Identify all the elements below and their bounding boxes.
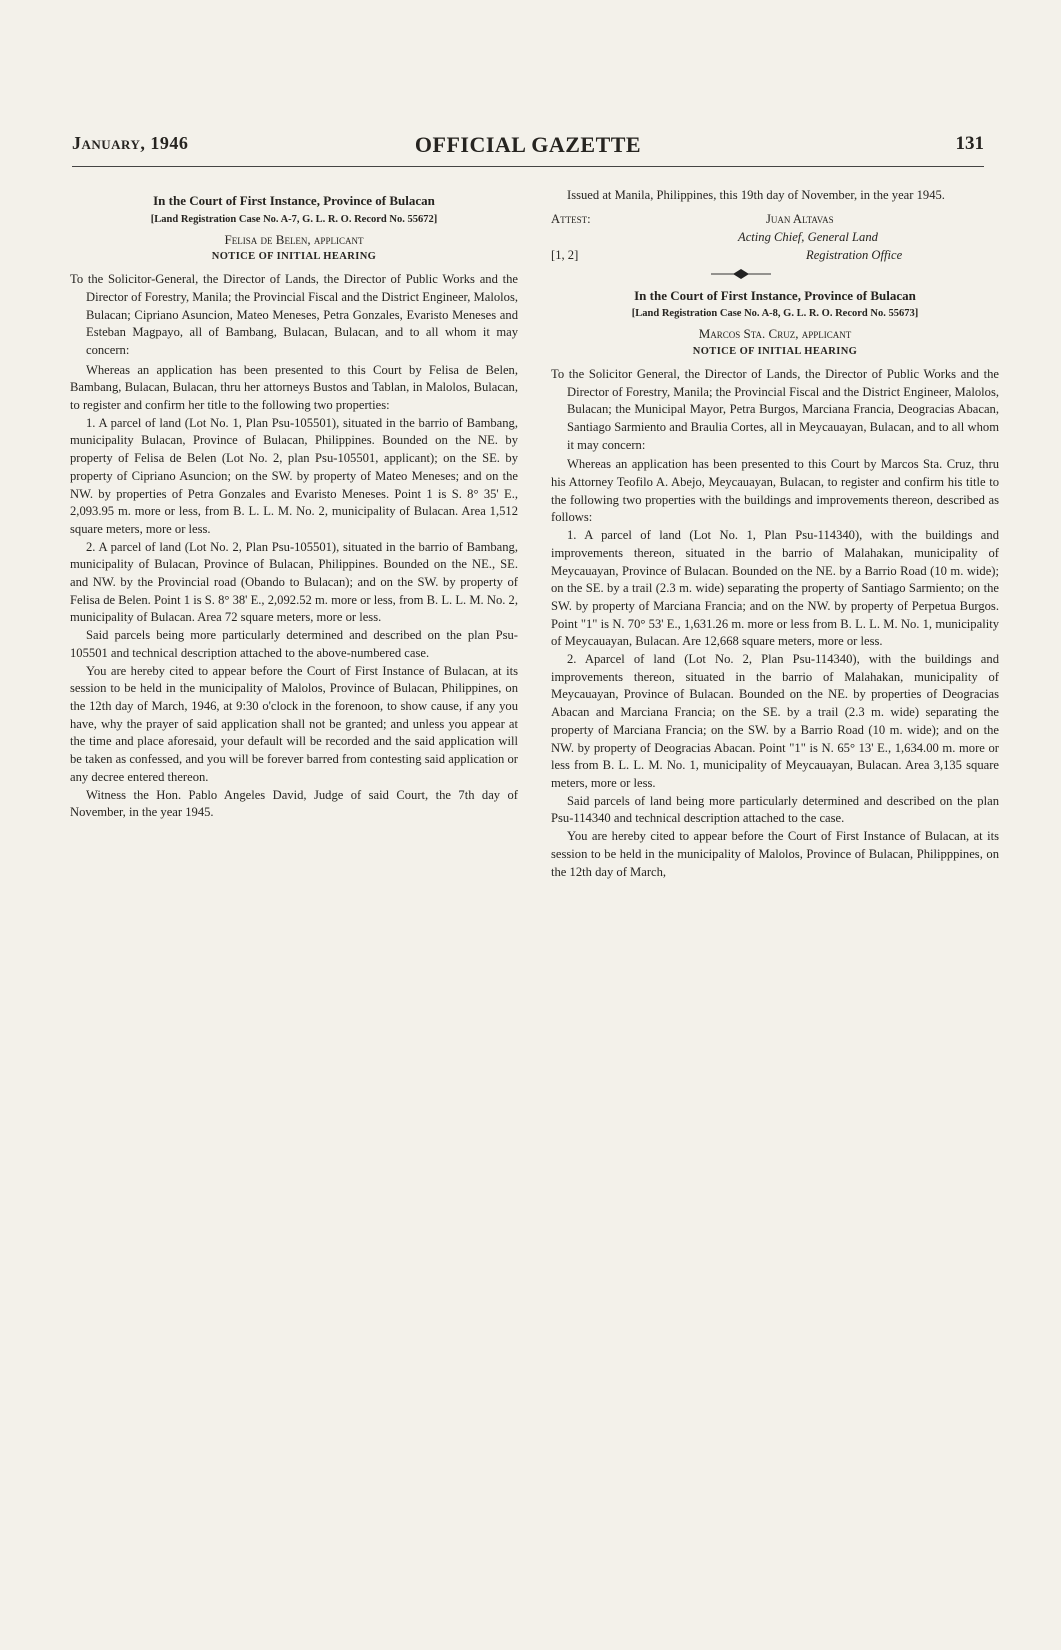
applicant-line: Felisa de Belen, applicant: [224, 231, 364, 247]
section-divider: [551, 263, 999, 287]
divider-ornament-icon: [711, 267, 771, 281]
notice-title-2: NOTICE OF INITIAL HEARING: [692, 346, 858, 358]
citation-paragraph-2: You are hereby cited to appear before the Court of First Instance of Bulacan, at its session to be held in the municipality of Malolos, Province of Bulacan, Philipppines, on the 12th day of March,: [551, 829, 999, 879]
page-header: [72, 133, 984, 161]
left-column: [70, 192, 518, 822]
parcel-2-description-2: 2. Aparcel of land (Lot No. 2, Plan Psu-114340), with the buildings and improvements thereon, situated in the barrio of Malahakan, municipality of Meycauayan, Province of Bulacan. Bounded on the NE. by properties of Deogracias Abacan and Marciana Francia; on the SE. by a trail (2.3 m. wide) separating the property of Marciana Francia; on the SW. by a Barrio Road (10 m. wide); and on the NW. by property of Deogracias Abacan. Point "1" is N. 65° 13' E., 1,634.00 m. more or less from B. L. L. M. No. 1, municipality of Meycauayan, Bulacan. Area 3,135 square meters, more or less.: [551, 652, 999, 790]
court-prefix-2: In the: [634, 287, 667, 303]
court-prefix: In the: [153, 193, 186, 208]
witness-paragraph: Witness the Hon. Pablo Angeles David, Judge of said Court, the 7th day of November, in the year 1945.: [70, 787, 518, 820]
applicant-line-2: Marcos Sta. Cruz, applicant: [698, 326, 852, 342]
signer-role-line-2: Registration Office: [806, 247, 903, 262]
signer-role-line-1: Acting Chief, General Land: [738, 229, 878, 244]
parcel-1-description-2: 1. A parcel of land (Lot No. 1, Plan Psu-114340), with the buildings and improvements thereon, situated in the barrio of Malahakan, municipality of Meycauayan, Province of Bulacan. Bounded on the NE. by a Barrio Road (10 m. wide); on the SE. by a trail (2.3 m. wide) separating the property of Santiago Sarmiento; on the SW. by property of Marciana Francia; and on the NW. by property of Perpetua Burgos. Point "1" is N. 70° 53' E., 1,631.26 m. more or less from B. L. L. M. No. 1, municipality of Meycauayan, Bulacan. Are 12,668 square meters, more or less.: [551, 528, 999, 649]
court-heading-2: [551, 287, 999, 305]
addressees-2: To the Solicitor General, the Director of Lands, the Director of Public Works and the Director of Forestry, Manila; the Provincial Fiscal and the District Engineer, Malolos, Bulacan; the Municipal Mayor, Petra Burgos, Marciana Francia, Deogracias Abacan, Santiago Sarmiento and Braulia Cortes, all in Meycauayan, Bulacan, and to all whom it may concern:: [551, 366, 999, 452]
page-number: 131: [955, 133, 984, 154]
citation-paragraph: You are hereby cited to appear before the Court of First Instance of Bulacan, at its session to be held in the municipality of Malolos, Province of Bulacan, Philippines, on the 12th day of March, 1946, at 9:30 o'clock in the forenoon, to show cause, if any you have, why the prayer of said application shall not be granted; and unless you appear at the time and place aforesaid, your default will be recorded and the said application will be taken as confessed, and you will be forever barred from contesting said application or any decree entered thereon.: [70, 663, 518, 784]
parcel-1-description: 1. A parcel of land (Lot No. 1, Plan Psu-105501), situated in the barrio of Bambang, municipality Bulacan, Province of Bulacan, Philippines. Bounded on the NE. by property of Felisa de Belen (Lot No. 2, plan Psu-105501, applicant); on the SE. by property of Cipriano Asuncion; on the SW. by property of Mateo Meneses; and on the NW. by properties of Petra Gonzales and Evaristo Meneses. Point 1 is S. 8° 35' E., 2,093.95 m. more or less, from B. L. L. M. No. 2, municipality of Bulacan. Area 1,512 square meters, more or less.: [70, 415, 518, 536]
case-reference-2: [Land Registration Case No. A-8, G. L. R. O. Record No. 55673]: [631, 308, 919, 320]
plan-paragraph: Said parcels being more particularly determined and described on the plan Psu-105501 and technical description attached to the above-numbered case.: [70, 628, 518, 660]
court-name-2: Court of First Instance, Province of Bulacan: [670, 287, 916, 303]
reference-numbers: [1, 2]: [551, 247, 579, 262]
attest-label: Attest:: [551, 211, 591, 226]
issued-paragraph: Issued at Manila, Philippines, this 19th day of November, in the year 1945.: [567, 188, 945, 202]
notice-title: NOTICE OF INITIAL HEARING: [211, 251, 377, 263]
header-rule: [72, 166, 984, 167]
attestation-block: [551, 205, 999, 263]
court-heading: [70, 192, 518, 210]
case-reference: [Land Registration Case No. A-7, G. L. R. O. Record No. 55672]: [150, 213, 438, 225]
signer-name: Juan Altavas: [766, 211, 834, 226]
header-month: January, 1946: [72, 133, 189, 153]
right-column: [551, 187, 999, 881]
court-name: Court of First Instance, Province of Bulacan: [189, 193, 435, 208]
plan-paragraph-2: Said parcels of land being more particularly determined and described on the plan Psu-114340 and technical description attached to the case.: [551, 793, 999, 826]
whereas-paragraph: Whereas an application has been presented to this Court by Felisa de Belen, Bambang, Bulacan, Bulacan, thru her attorneys Bustos and Tablan, in Malolos, Bulacan, to register and confirm her title to the following two properties:: [70, 362, 518, 413]
addressees: To the Solicitor-General, the Director of Lands, the Director of Public Works and the Director of Forestry, Manila; the Provincial Fiscal and the District Engineer, Malolos, Bulacan; Cipriano Asuncion, Mateo Meneses, Petra Gonzales, Evaristo Meneses and Esteban Magpayo, all of Bambang, Bulacan, Bulacan, and to all whom it may concern:: [70, 272, 518, 357]
header-title: OFFICIAL GAZETTE: [414, 132, 642, 157]
whereas-paragraph-2: Whereas an application has been presented to this Court by Marcos Sta. Cruz, thru his Attorney Teofilo A. Abejo, Meycauayan, Bulacan, to register and confirm his title to the following two properties with the buildings and improvements thereon, described as follows:: [551, 457, 999, 525]
parcel-2-description: 2. A parcel of land (Lot No. 2, Plan Psu-105501), situated in the barrio of Bambang, municipality of Bulacan, Province of Bulacan, Philippines. Bounded on the NE., SE. and NW. by the Provincial road (Obando to Bulacan); and on the SW. by property of Felisa de Belen. Point 1 is S. 8° 38' E., 2,092.52 m. more or less, from B. L. L. M. No. 2, municipality of Bulacan. Area 72 square meters, more or less.: [70, 539, 518, 625]
